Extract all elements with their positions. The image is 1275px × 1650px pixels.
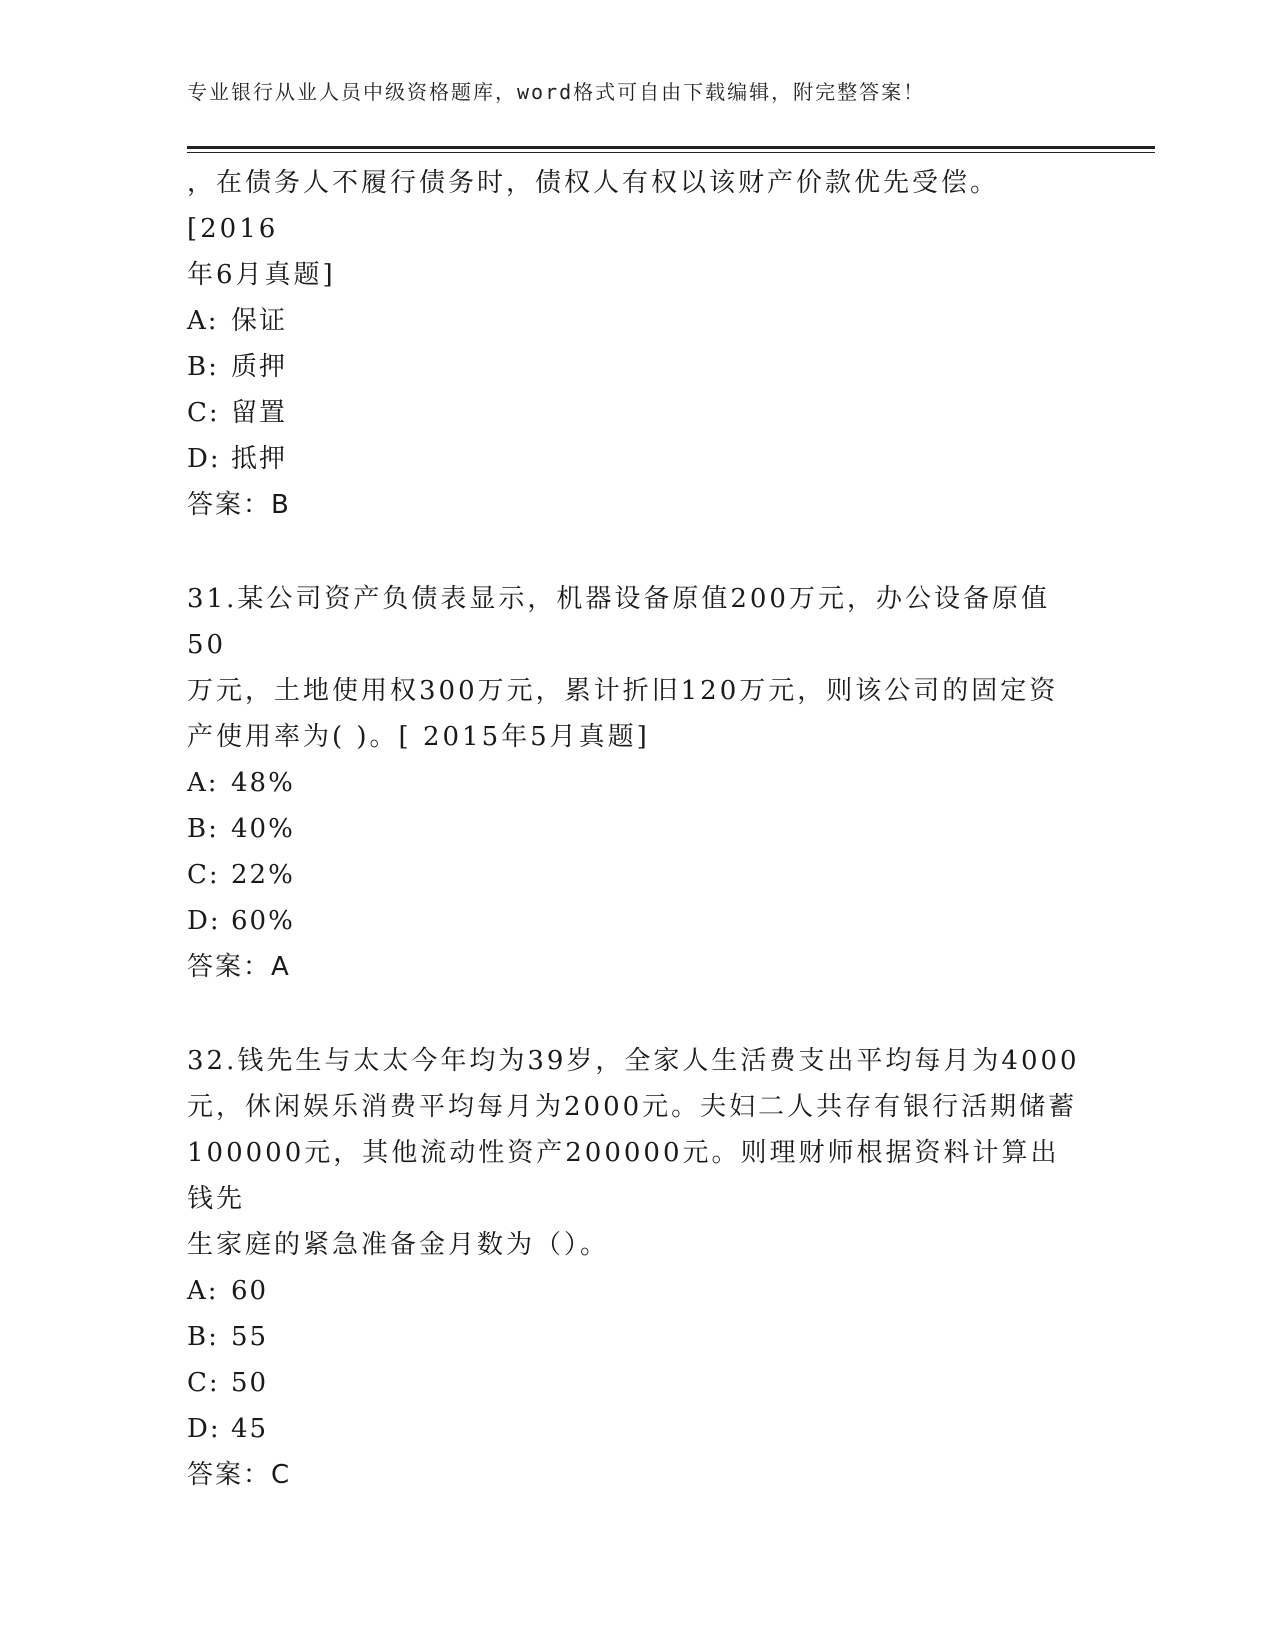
question-text: 32.钱先生与太太今年均为39岁，全家人生活费支出平均每月为4000 元，休闲娱乐消费平均每月为2000元。夫妇二人共存有银行活期储蓄 100000元，其他流动性资产200000元。则理财师根据资料计算出钱先 生家庭的紧急准备金月数为（）。 <box>187 1046 1080 1260</box>
option-letter: C: <box>187 398 220 428</box>
option-text: 40% <box>231 814 295 844</box>
option-letter: B: <box>187 352 219 382</box>
page-header: 专业银行从业人员中级资格题库，word格式可自由下载编辑，附完整答案！ <box>187 80 926 104</box>
option-b <box>187 806 1087 852</box>
option-text: 保证 <box>231 306 288 336</box>
answer-line: 答案：A <box>187 952 291 982</box>
option-text: 55 <box>231 1322 269 1352</box>
option-letter: C: <box>187 860 220 890</box>
option-b <box>187 344 1087 390</box>
option-b <box>187 1314 1087 1360</box>
option-letter: A: <box>187 768 219 798</box>
option-c <box>187 852 1087 898</box>
option-letter: A: <box>187 1276 219 1306</box>
question-item <box>187 1038 1087 1498</box>
question-text: ，在债务人不履行债务时，债权人有权以该财产价款优先受偿。[2016 年6月真题] <box>187 168 1000 290</box>
option-text: 48% <box>231 768 295 798</box>
option-text: 60 <box>231 1276 269 1306</box>
question-text: 31.某公司资产负债表显示，机器设备原值200万元，办公设备原值50 万元，土地使用权300万元，累计折旧120万元，则该公司的固定资 产使用率为( )。[ 2015年5月真题] <box>187 584 1059 752</box>
option-text: 质押 <box>231 352 288 382</box>
option-c <box>187 1360 1087 1406</box>
question-spacer <box>187 528 1087 576</box>
option-letter: D: <box>187 444 221 474</box>
question-list <box>187 160 1087 1498</box>
option-a <box>187 1268 1087 1314</box>
option-letter: D: <box>187 906 221 936</box>
answer-line: 答案：C <box>187 1460 292 1490</box>
option-letter: B: <box>187 1322 219 1352</box>
question-item <box>187 160 1087 528</box>
question-spacer <box>187 990 1087 1038</box>
question-item <box>187 576 1087 990</box>
option-d <box>187 1406 1087 1452</box>
option-letter: B: <box>187 814 219 844</box>
option-a <box>187 760 1087 806</box>
option-c <box>187 390 1087 436</box>
option-d <box>187 436 1087 482</box>
option-text: 抵押 <box>231 444 288 474</box>
header-rule-thin <box>187 152 1155 153</box>
answer-line: 答案：B <box>187 490 291 520</box>
option-text: 45 <box>231 1414 269 1444</box>
header-rule-thick <box>187 146 1155 149</box>
option-letter: C: <box>187 1368 220 1398</box>
option-text: 留置 <box>231 398 288 428</box>
option-a <box>187 298 1087 344</box>
option-letter: A: <box>187 306 219 336</box>
option-letter: D: <box>187 1414 221 1444</box>
option-d <box>187 898 1087 944</box>
option-text: 22% <box>231 860 295 890</box>
option-text: 50 <box>231 1368 269 1398</box>
option-text: 60% <box>231 906 295 936</box>
